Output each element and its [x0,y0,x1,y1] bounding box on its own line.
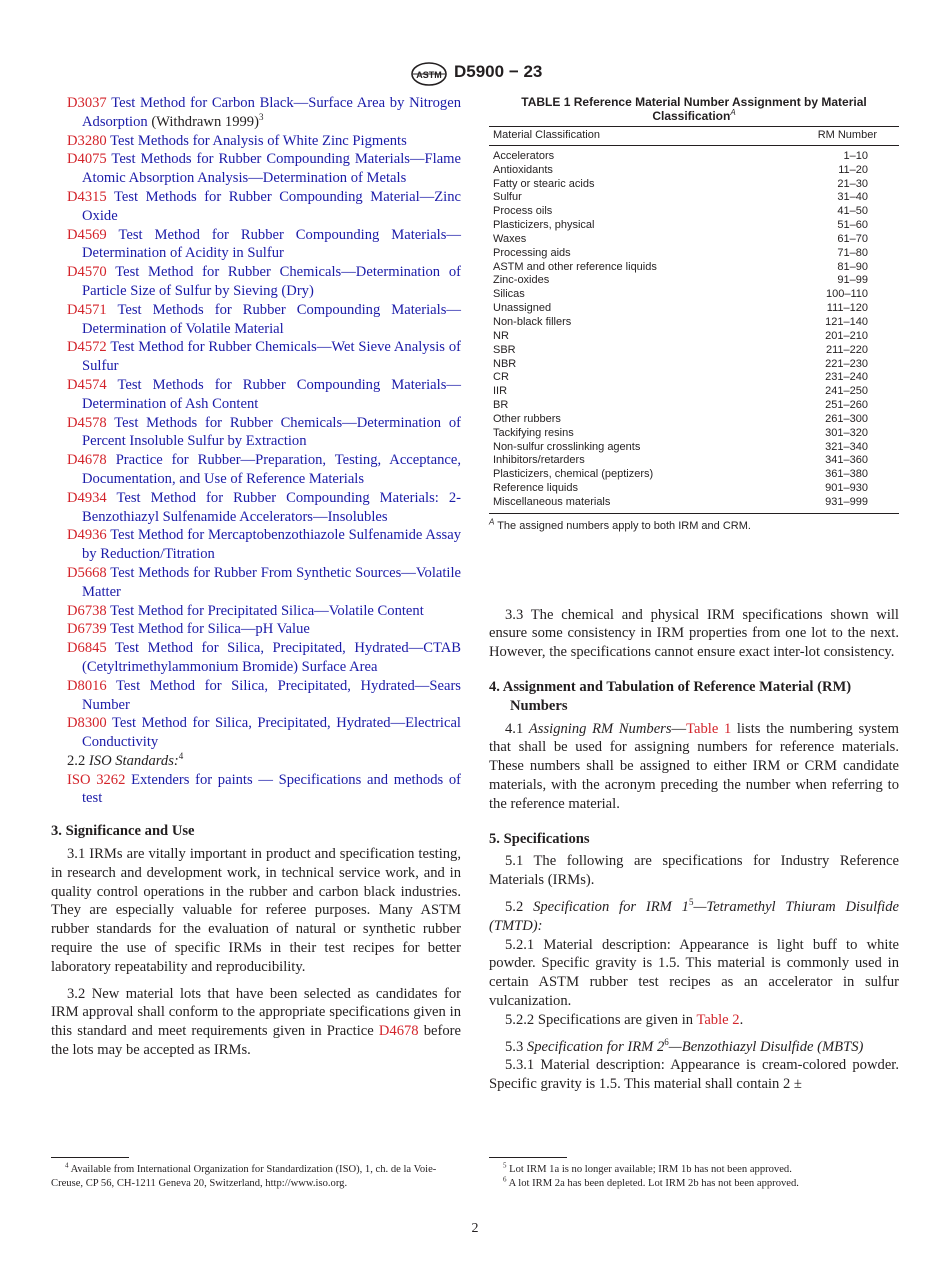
reference-title-link[interactable]: Test Method for Rubber Chemicals—Determination of Particle Size of Sulfur by Sieving (Dry) [82,264,461,299]
classification-cell: Non-black fillers [493,315,572,328]
iso-standards-heading: 2.2 ISO Standards:$^4$ [67,751,184,769]
reference-title-link[interactable]: Test Method for Silica, Precipitated, Hydrated—CTAB (Cetyltrimethylammonium Bromide) Surface Area [82,640,462,675]
reference-title-link[interactable]: Test Method for Mercaptobenzothiazole Sulfenamide Assay by Reduction/Titration [82,527,462,563]
classification-cell: Other rubbers [493,412,561,425]
classification-cell: Processing aids [493,246,571,259]
reference-title-link[interactable]: Test Methods for Rubber From Synthetic Sources—Volatile Matter [82,564,462,600]
classification-cell: Plasticizers, physical [493,219,595,232]
reference-item [51,301,461,339]
classification-cell: Waxes [493,232,527,245]
reference-item [51,451,461,489]
document-designation: D5900 − 23 [454,62,543,81]
footnote-5: $^5$ Lot IRM 1a is no longer available; IRM 1b has not been approved. [503,1161,792,1175]
table-1-link[interactable]: Table 1 [686,720,732,737]
paragraph-4-1: 4.1 Assigning RM Numbers—Table 1 lists the numbering system that shall be used for assigning numbers for reference materials. These numbers shall be assigned to either IRM or CRM candidate materials, with the acronym preceding the number when referring to the reference material. [489,720,899,812]
table-header-row [489,127,899,146]
paragraph-3-1: 3.1 IRMs are vitally important in product and specification testing, in research and development work, in technical service work, and in quality control operations in the rubber and carbon black industries. They are especially valuable for referee purposes. Many ASTM rubber standards for the evaluation of natural or synthetic rubber require the use of specific IRMs in their test recipes for better laboratory repeatability and reproducibility. [51,846,461,975]
rm-number-cell: 81–90 [837,260,868,273]
classification-cell: Zinc-oxides [493,274,550,287]
footnote-marker: 3 [258,111,264,122]
reference-title-link[interactable]: Test Methods for Rubber Compounding Materials—Determination of Ash Content [82,376,461,412]
reference-title-link[interactable]: Test Method for Rubber Chemicals—Wet Sieve Analysis of Sulfur [82,339,461,375]
reference-item [51,150,461,188]
reference-code-link[interactable]: D4572 [67,339,107,356]
rm-number-cell: 221–230 [825,357,868,370]
table-row [489,427,899,441]
column-header-classification: Material Classification [489,127,761,146]
reference-item [51,677,461,715]
reference-code-link[interactable]: D6738 [67,602,107,619]
rm-number-cell: 901–930 [825,482,868,495]
rm-number-cell: 261–300 [825,412,868,425]
astm-logo-icon [410,62,448,86]
reference-item [51,639,461,677]
reference-title-link[interactable]: Test Method for Silica, Precipitated, Hydrated—Sears Number [82,677,461,713]
rm-number-cell: 100–110 [825,288,868,301]
reference-code-link[interactable]: D4678 [67,452,107,469]
page-header [0,60,950,90]
footnote-rule-right [489,1157,567,1158]
rm-number-cell: 41–50 [837,205,868,218]
rm-number-cell: 241–250 [825,385,868,398]
table-row [489,261,899,275]
reference-title-link[interactable]: Test Method for Precipitated Silica—Volatile Content [110,602,424,619]
paragraph-5-3-1: 5.3.1 Material description: Appearance is cream-colored powder. Specific gravity is 1.5. This material shall contain 2 ± [489,1057,899,1093]
rm-number-cell: 361–380 [825,468,868,481]
classification-cell: NR [493,329,509,342]
table-row [489,302,899,316]
reference-code-link[interactable]: D4569 [67,226,107,243]
table-row [489,288,899,302]
rm-number-cell: 231–240 [825,371,868,384]
table-row [489,330,899,344]
classification-cell: Miscellaneous materials [489,496,761,513]
referenced-documents-list [51,94,461,752]
reference-item [51,602,461,621]
reference-code-link[interactable]: D4578 [67,414,107,431]
rm-number-cell: 51–60 [837,219,868,232]
reference-item [51,376,461,414]
classification-cell: IIR [493,385,508,398]
reference-title-link[interactable]: Test Methods for Analysis of White Zinc Pigments [110,132,407,149]
reference-code-link[interactable]: D6845 [67,640,107,657]
reference-code-link[interactable]: D8016 [67,677,107,694]
section-5-heading: 5. Specifications [489,830,590,847]
reference-title-link[interactable]: Test Methods for Rubber Compounding Materials—Determination of Volatile Material [82,301,461,337]
reference-title-link[interactable]: Extenders for paints — Specifications and methods of test [82,771,462,807]
classification-cell: Inhibitors/retarders [493,454,585,467]
reference-item [51,526,461,564]
reference-title-link[interactable]: Test Methods for Rubber Compounding Materials—Flame Atomic Absorption Analysis—Determination of Metals [82,151,461,187]
rm-number-cell: 201–210 [825,329,868,342]
reference-code-link[interactable]: D4574 [67,376,107,393]
classification-cell: ASTM and other reference liquids [493,260,657,273]
rm-number-cell: 341–360 [825,454,868,467]
classification-cell: CR [493,371,509,384]
rm-number-cell: 21–30 [837,177,868,190]
section-4-heading: 4. Assignment and Tabulation of Reference Material (RM) Numbers [489,678,852,714]
rm-number-cell: 211–220 [825,343,868,356]
reference-title-link[interactable]: Test Method for Rubber Compounding Materials: 2-Benzothiazyl Sulfenamide Accelerators—Insolubles [82,489,461,525]
column-header-rm-number: RM Number [761,127,899,146]
classification-cell: Tackifying resins [493,426,574,439]
reference-item [51,94,461,132]
classification-cell: Sulfur [493,191,522,204]
reference-title-link[interactable]: Test Methods for Rubber Compounding Material—Zinc Oxide [82,188,461,224]
table-row [489,399,899,413]
reference-title-link[interactable]: Test Method for Silica—pH Value [110,621,310,638]
table-row [489,274,899,288]
table-row [489,441,899,455]
footnote-4: $^4$ Available from International Organization for Standardization (ISO), 1, ch. de la Voie-Creuse, CP 56, CH-1211 Geneva 20, Switzerland, http://www.iso.org. [51,1161,437,1189]
paragraph-3-3: 3.3 The chemical and physical IRM specifications shown will ensure some consistency in IRM properties from one lot to the next. However, the specifications cannot ensure exact inter-lot consistency. [489,606,899,661]
classification-cell: Accelerators [493,149,555,162]
classification-cell: BR [493,399,509,412]
reference-code-link[interactable]: D4571 [67,301,107,318]
rm-number-cell: 931–999 [761,496,899,513]
classification-cell: Fatty or stearic acids [493,177,595,190]
table-row [489,496,899,513]
reference-item [51,489,461,527]
table-1 [489,126,899,514]
reference-code-link[interactable]: D4936 [67,527,107,544]
rm-number-cell: 301–320 [825,426,868,439]
reference-item [51,226,461,264]
table-row [489,344,899,358]
table-row [489,247,899,261]
table-row [489,178,899,192]
reference-item [51,188,461,226]
table-row [489,205,899,219]
reference-item [51,338,461,376]
reference-item [51,132,461,151]
classification-cell: Reference liquids [493,482,578,495]
paragraph-5-1: 5.1 The following are specifications for Industry Reference Materials (IRMs). [489,853,899,889]
reference-code-link[interactable]: D3037 [67,95,107,111]
reference-code-link[interactable]: ISO 3262 [67,771,126,788]
rm-number-cell: 61–70 [837,232,868,245]
classification-cell: Silicas [493,288,525,301]
reference-code-link[interactable]: D3280 [67,132,107,149]
rm-number-cell: 91–99 [837,274,868,287]
reference-title-link[interactable]: Practice for Rubber—Preparation, Testing, Acceptance, Documentation, and Use of Reference Materials [82,452,461,487]
classification-cell: SBR [493,343,516,356]
reference-note: (Withdrawn 1999) [147,113,259,130]
reference-code-link[interactable]: D5668 [67,564,107,581]
table-row [489,164,899,178]
table-row [489,233,899,247]
table-row [489,316,899,330]
paragraph-5-2: 5.2 Specification for IRM $1^5—Tetramethyl$ Thiuram Disulfide (TMTD): [489,897,900,934]
table-row [489,145,899,163]
right-column [489,94,899,1094]
d4678-link[interactable]: D4678 [378,1023,419,1040]
classification-cell: NBR [493,357,517,370]
reference-item [51,620,461,639]
reference-code-link[interactable]: D8300 [67,715,107,732]
footnote-rule-left [51,1157,129,1158]
reference-title-link[interactable]: Test Methods for Rubber Chemicals—Determination of Percent Insoluble Sulfur by Extraction [82,414,461,450]
table-row [489,385,899,399]
paragraph-5-2-1: 5.2.1 Material description: Appearance is light buff to white powder. Specific gravity is 1.5. This material is commonly used in certain ASTM rubber test recipes as an accelerator in sulfur vulcanization. [489,936,899,1009]
rm-number-cell: 71–80 [837,246,868,259]
reference-code-link[interactable]: D6739 [67,621,107,638]
paragraph-3-2: 3.2 New material lots that have been selected as candidates for IRM approval shall conform to the appropriate specifications given in this standard and meet requirements given in Practice D4678 before the lots may be accepted as IRMs. [51,985,461,1059]
table-row [489,371,899,385]
paragraph-5-3: 5.3 Specification for IRM $2^6—Benzothiazyl$ Disulfide (MBTS) [505,1036,864,1055]
iso-standards-list [51,771,461,809]
reference-item [51,263,461,301]
reference-code-link[interactable]: D4075 [67,151,107,168]
left-column [51,94,461,1060]
reference-title-link[interactable]: Test Method for Silica, Precipitated, Hydrated—Electrical Conductivity [82,715,461,751]
classification-cell: Unassigned [493,302,552,315]
table-2-link[interactable]: Table 2 [696,1011,740,1028]
classification-cell: Process oils [493,205,553,218]
svg-text:ASTM: ASTM [416,70,442,80]
table-row [489,482,899,496]
table-row [489,468,899,482]
rm-number-cell: 1–10 [843,149,868,162]
rm-number-cell: 31–40 [837,191,868,204]
rm-number-cell: 111–120 [826,302,868,315]
footnote-6: $^6$ A lot IRM 2a has been depleted. Lot IRM 2b has not been approved. [503,1175,799,1189]
reference-title-link[interactable]: Test Method for Carbon Black—Surface Area by Nitrogen Adsorption [82,95,461,130]
reference-code-link[interactable]: D4934 [67,489,107,506]
rm-number-cell: 11–20 [838,163,868,176]
reference-item [51,714,461,752]
reference-item [51,564,461,602]
table-row [489,191,899,205]
section-3-heading: 3. Significance and Use [51,823,195,840]
rm-number-cell: 321–340 [825,440,868,453]
table-row [489,358,899,372]
table-1-title: TABLE 1 Reference Material Number Assignment by Material Classification$^A$ [521,95,867,123]
paragraph-5-2-2: 5.2.2 Specifications are given in Table 2. [505,1011,744,1028]
reference-code-link[interactable]: D4570 [67,264,107,281]
classification-cell: Plasticizers, chemical (peptizers) [493,468,654,481]
reference-item [51,771,461,809]
reference-item [51,414,461,452]
rm-number-cell: 121–140 [825,315,868,328]
table-row [489,219,899,233]
classification-cell: Non-sulfur crosslinking agents [493,440,641,453]
table-row [489,454,899,468]
page-number: 2 [471,1221,479,1236]
reference-title-link[interactable]: Test Method for Rubber Compounding Materials—Determination of Acidity in Sulfur [82,226,462,262]
classification-cell: Antioxidants [493,163,553,176]
table-row [489,413,899,427]
table-1-footnote: $^A$ The assigned numbers apply to both IRM and CRM. [489,517,751,532]
rm-number-cell: 251–260 [825,399,868,412]
reference-code-link[interactable]: D4315 [67,188,107,205]
